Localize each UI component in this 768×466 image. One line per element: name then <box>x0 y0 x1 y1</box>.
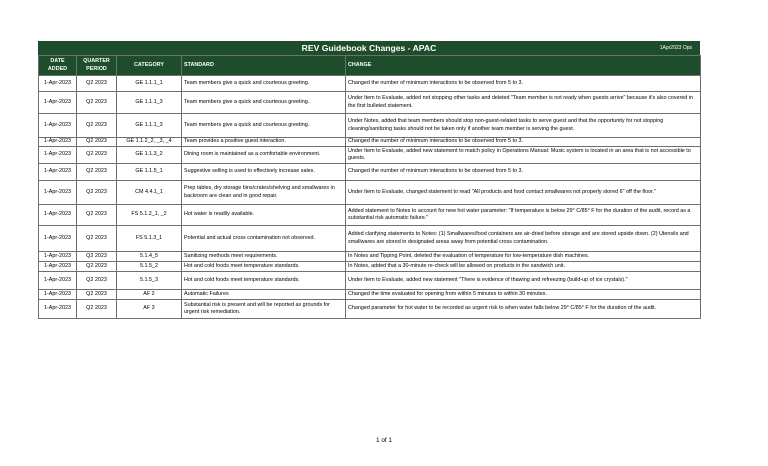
cell-date: 1-Apr-2023 <box>39 290 77 300</box>
cell-date: 1-Apr-2023 <box>39 262 77 272</box>
table-row <box>39 147 701 164</box>
cell-quarter: Q2 2023 <box>77 92 117 114</box>
cell-category: GE 1.1.3_2 <box>117 147 182 164</box>
cell-date: 1-Apr-2023 <box>39 272 77 290</box>
cell-standard: Team members give a quick and courteous greeting. <box>182 114 346 138</box>
header-date: 1Apr2023 Ops <box>659 45 692 51</box>
table-row <box>39 300 701 319</box>
cell-category: AF 3 <box>117 300 182 319</box>
cell-category: 5.1.5_3 <box>117 272 182 290</box>
cell-standard: Dining room is maintained as a comfortable environment. <box>182 147 346 164</box>
cell-standard: Potential and actual cross contamination not observed. <box>182 226 346 252</box>
table-row <box>39 252 701 262</box>
table-row <box>39 290 701 300</box>
cell-category: GE 1.1.1_3 <box>117 114 182 138</box>
cell-quarter: Q2 2023 <box>77 164 117 181</box>
cell-standard: Hot and cold foods meet temperature standards. <box>182 262 346 272</box>
cell-date: 1-Apr-2023 <box>39 205 77 226</box>
table-row <box>39 114 701 138</box>
table-row <box>39 181 701 205</box>
cell-change: Under Item to Evaluate, added new statement to match policy in Operations Manual: Music system is located in an area that is not accessible to guests. <box>346 147 701 164</box>
cell-date: 1-Apr-2023 <box>39 76 77 92</box>
cell-category: GE 1.1.1_3 <box>117 92 182 114</box>
table-row <box>39 205 701 226</box>
changes-table <box>38 55 701 319</box>
guidebook-sheet <box>38 41 700 319</box>
cell-category: FS 5.1.3_1 <box>117 226 182 252</box>
cell-quarter: Q2 2023 <box>77 181 117 205</box>
cell-date: 1-Apr-2023 <box>39 181 77 205</box>
cell-quarter: Q2 2023 <box>77 114 117 138</box>
table-row <box>39 226 701 252</box>
cell-quarter: Q2 2023 <box>77 138 117 147</box>
cell-standard: Suggestive selling is used to effectively increase sales. <box>182 164 346 181</box>
cell-change: Changed the time evaluated for opening from within 5 minutes to within 30 minutes. <box>346 290 701 300</box>
cell-date: 1-Apr-2023 <box>39 164 77 181</box>
cell-standard: Team members give a quick and courteous greeting. <box>182 92 346 114</box>
cell-date: 1-Apr-2023 <box>39 226 77 252</box>
table-header-row <box>39 56 701 76</box>
cell-change: Added statement to Notes to account for new hot water parameter: "If temperature is below 29° C/85° F for the duration of the audit, record as a substantial risk automatic failure." <box>346 205 701 226</box>
table-row <box>39 76 701 92</box>
table-row <box>39 138 701 147</box>
cell-standard: Substantial risk is present and will be reported as grounds for urgent risk remediation. <box>182 300 346 319</box>
cell-standard: Team provides a positive guest interaction. <box>182 138 346 147</box>
cell-category: AF 2 <box>117 290 182 300</box>
cell-date: 1-Apr-2023 <box>39 300 77 319</box>
cell-change: Under Item to Evaluate, added not stopping other tasks and deleted "Team member is not ready when guests arrive" because it's also covered in the first bulleted statement. <box>346 92 701 114</box>
title-bar <box>38 41 700 55</box>
cell-quarter: Q2 2023 <box>77 226 117 252</box>
table-row <box>39 272 701 290</box>
cell-date: 1-Apr-2023 <box>39 92 77 114</box>
column-header-date-added: DATE ADDED <box>39 56 77 76</box>
cell-category: GE 1.1.2_2, _3, _4 <box>117 138 182 147</box>
cell-quarter: Q2 2023 <box>77 300 117 319</box>
cell-change: In Notes and Tipping Point, deleted the evaluation of temperature for low-temperature dish machines. <box>346 252 701 262</box>
cell-standard: Hot water is readily available. <box>182 205 346 226</box>
column-header-change: CHANGE <box>346 56 701 76</box>
cell-category: GE 1.1.1_1 <box>117 76 182 92</box>
cell-category: GE 1.1.5_1 <box>117 164 182 181</box>
cell-change: Changed the number of minimum interactions to be observed from 5 to 3. <box>346 138 701 147</box>
cell-quarter: Q2 2023 <box>77 272 117 290</box>
cell-change: Under Item to Evaluate, changed statement to read "All products and food contact smallwares not properly stored 6" off the floor." <box>346 181 701 205</box>
column-header-quarter-period: QUARTER PERIOD <box>77 56 117 76</box>
cell-change: Changed the number of minimum interactions to be observed from 5 to 3. <box>346 164 701 181</box>
cell-category: 5.1.4_5 <box>117 252 182 262</box>
page-number: 1 of 1 <box>376 437 392 444</box>
cell-quarter: Q2 2023 <box>77 262 117 272</box>
cell-standard: Automatic Failures <box>182 290 346 300</box>
cell-category: CM 4.4.1_1 <box>117 181 182 205</box>
cell-quarter: Q2 2023 <box>77 290 117 300</box>
cell-change: Changed parameter for hot water to be recorded as urgent risk to when water falls below 29° C/85° F for the duration of the audit. <box>346 300 701 319</box>
page-title: REV Guidebook Changes - APAC <box>301 43 437 53</box>
cell-date: 1-Apr-2023 <box>39 147 77 164</box>
cell-standard: Hot and cold foods meet temperature standards. <box>182 272 346 290</box>
cell-change: In Notes, added that a 30-minute re-check will be allowed on products in the sandwich unit. <box>346 262 701 272</box>
table-row <box>39 164 701 181</box>
cell-date: 1-Apr-2023 <box>39 138 77 147</box>
cell-quarter: Q2 2023 <box>77 147 117 164</box>
cell-date: 1-Apr-2023 <box>39 252 77 262</box>
cell-quarter: Q2 2023 <box>77 205 117 226</box>
cell-change: Under Item to Evaluate, added new statement "There is evidence of thawing and refreezing (build-up of ice crystals)." <box>346 272 701 290</box>
column-header-standard: STANDARD <box>182 56 346 76</box>
cell-standard: Prep tables, dry storage bins/crates/shelving and smallwares in backroom are clean and in good repair. <box>182 181 346 205</box>
table-row <box>39 262 701 272</box>
cell-change: Added clarifying statements to Notes: (1) Smallwares/food containers are air-dried before storage and are stored upside down. (2) Utensils and smallwares are stored in designated areas away from potential cross contamination. <box>346 226 701 252</box>
cell-category: FS 5.1.2_1, _2 <box>117 205 182 226</box>
cell-change: Changed the number of minimum interactions to be observed from 5 to 3. <box>346 76 701 92</box>
cell-date: 1-Apr-2023 <box>39 114 77 138</box>
table-body <box>39 76 701 319</box>
cell-change: Under Notes, added that team members should stop non-guest-related tasks to serve guest and that the opportunity for not stopping cleaning/sanitizing tasks should not be taken only if another team member is serving the guest. <box>346 114 701 138</box>
cell-quarter: Q2 2023 <box>77 76 117 92</box>
table-row <box>39 92 701 114</box>
cell-standard: Team members give a quick and courteous greeting. <box>182 76 346 92</box>
column-header-category: CATEGORY <box>117 56 182 76</box>
cell-quarter: Q2 2023 <box>77 252 117 262</box>
cell-standard: Sanitizing methods meet requirements. <box>182 252 346 262</box>
cell-category: 5.1.5_2 <box>117 262 182 272</box>
